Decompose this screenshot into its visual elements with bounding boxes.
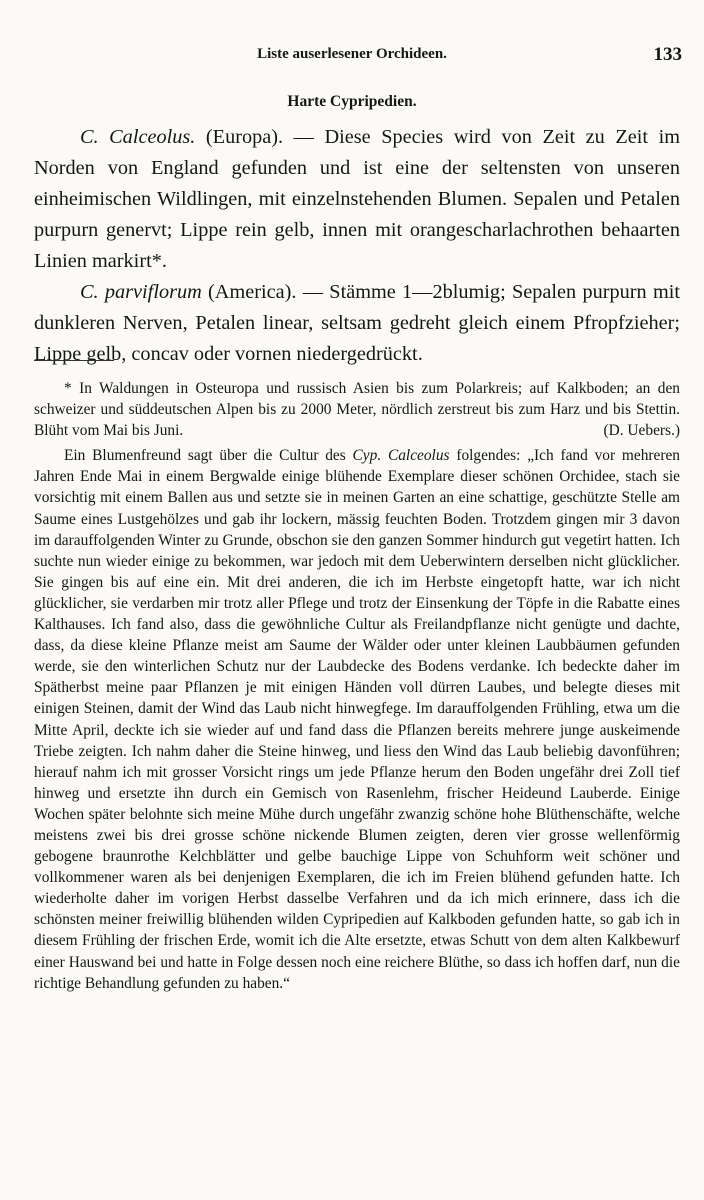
section-heading: Harte Cypripedien. xyxy=(287,93,417,110)
notes-block xyxy=(34,378,680,994)
footnote-divider xyxy=(34,360,114,361)
footnote-signature: (D. Uebers.) xyxy=(603,422,680,440)
letter-intro: Ein Blumenfreund sagt über die Cultur des xyxy=(64,447,353,465)
cultivation-letter xyxy=(34,445,680,993)
footnote-text: * In Waldungen in Osteuropa und russisch Asien bis zum Polarkreis; auf Kalkboden; an den schweizer und süddeutschen Alpen bis zu 2000 Meter, nördlich zerstreut bis zum Harz und bis Stettin. Blüht vom Mai bis Juni. xyxy=(34,380,680,440)
letter-species: Cyp. Calceolus xyxy=(352,447,450,465)
species-name: C. Calceolus. xyxy=(80,126,196,148)
main-text xyxy=(34,122,680,370)
species-name: C. parviflorum xyxy=(80,281,202,303)
page-number: 133 xyxy=(653,44,682,65)
entry-text: (America). — Stämme 1—2blumig; Sepalen purpurn mit dunkleren Nerven, Petalen linear, seltsam gedreht gleich einem Pfropfzieher; Lippe gelb, concav oder vornen niedergedrückt. xyxy=(34,281,680,365)
running-title: Liste auserlesener Orchideen. xyxy=(257,46,447,62)
entry-parviflorum xyxy=(34,277,680,370)
entry-text: (Europa). — Diese Species wird von Zeit zu Zeit im Norden von England gefunden und ist eine der seltensten von unseren einheimischen Wildlingen, mit einzelnstehenden Blumen. Sepalen und Petalen purpurn genervt; Lippe rein gelb, innen mit orangescharlachrothen behaarten Linien markirt*. xyxy=(34,126,681,272)
footnote xyxy=(34,378,680,441)
letter-body: folgendes: „Ich fand vor mehreren Jahren Ende Mai in einem Bergwalde einige blühende Exemplare dieser schönen Orchidee, stach sie vorsichtig mit einem Ballen aus und setzte sie in meinen Garten an eine schattige, geschützte Stelle am Saume eines Lustgehölzes und gab ihr lockern, mässig feuchten Boden. Trotzdem gingen mir 3 davon im darauffolgenden Winter zu Grunde, obschon sie den ganzen Sommer hindurch gut vegetirt hatten. Ich suchte nun wieder einige zu bekommen, war jedoch mit dem Ueberwintern derselben nicht glücklicher. Sie gingen bis auf eine ein. Mit drei anderen, die ich im Herbste eingetopft hatte, war ich nicht glücklicher, sie verdarben mir trotz aller Pflege und trotz der Einsenkung der Töpfe in die Rabatte eines Kalthauses. Ich fand also, dass die gewöhnliche Cultur als Freilandpflanze nicht genügte und dachte, dass, da diese kleine Pflanze meist am Saume der Wälder oder unter kleinen Laubbäumen gefunden werde, sie den winterlichen Schutz nur der Laubdecke des Bodens verdanke. Ich bedeckte daher im Spätherbst meine paar Pflanzen je mit einigen Händen voll dürren Laubes, und belegte dieses mit einigen Steinen, damit der Wind das Laub nicht hinwegfege. Im darauffolgenden Frühling, etwa um die Mitte April, deckte ich sie wieder auf und fand dass die Pflanzen bereits mehrere junge auskeimende Triebe zeigten. Ich nahm daher die Steine hinweg, und liess den Wind das Laub beliebig davonführen; hierauf nahm ich mit grosser Vorsicht rings um jede Pflanze herum den Boden ungefähr drei Zoll tief hinweg und ersetzte ihn durch ein Gemisch von Rasenlehm, frischer Heideund Lauberde. Einige Wochen später belohnte sich meine Mühe durch ungefähr zwanzig schöne hohe Blüthenschäfte, welche meistens zwei bis drei grosse schöne nickende Blumen zeigten, deren vier grosse wellenförmig gebogene braunrothe Kelchblätter und gelbe bauchige Lippe von Schuhform weit schöner und vollkommener waren als bei denjenigen Exemplaren, die ich im Freien blühend gefunden hatte. Ich wiederholte daher im vorigen Herbst dasselbe Verfahren und da ich mich erinnere, dass ich die schönsten meiner freiwillig blühenden wilden Cypripedien auf Kalkboden gefunden hatte, so gab ich in diesem Frühling der frischen Erde, womit ich die Alte ersetzte, etwas Schutt von dem alten Kalkbewurf einer Hauswand bei und hatte in Folge dessen noch eine reichere Blüthe, so dass ich hoffen darf, nun die richtige Behandlung gefunden zu haben.“ xyxy=(34,447,681,992)
entry-calceolus xyxy=(34,122,680,277)
